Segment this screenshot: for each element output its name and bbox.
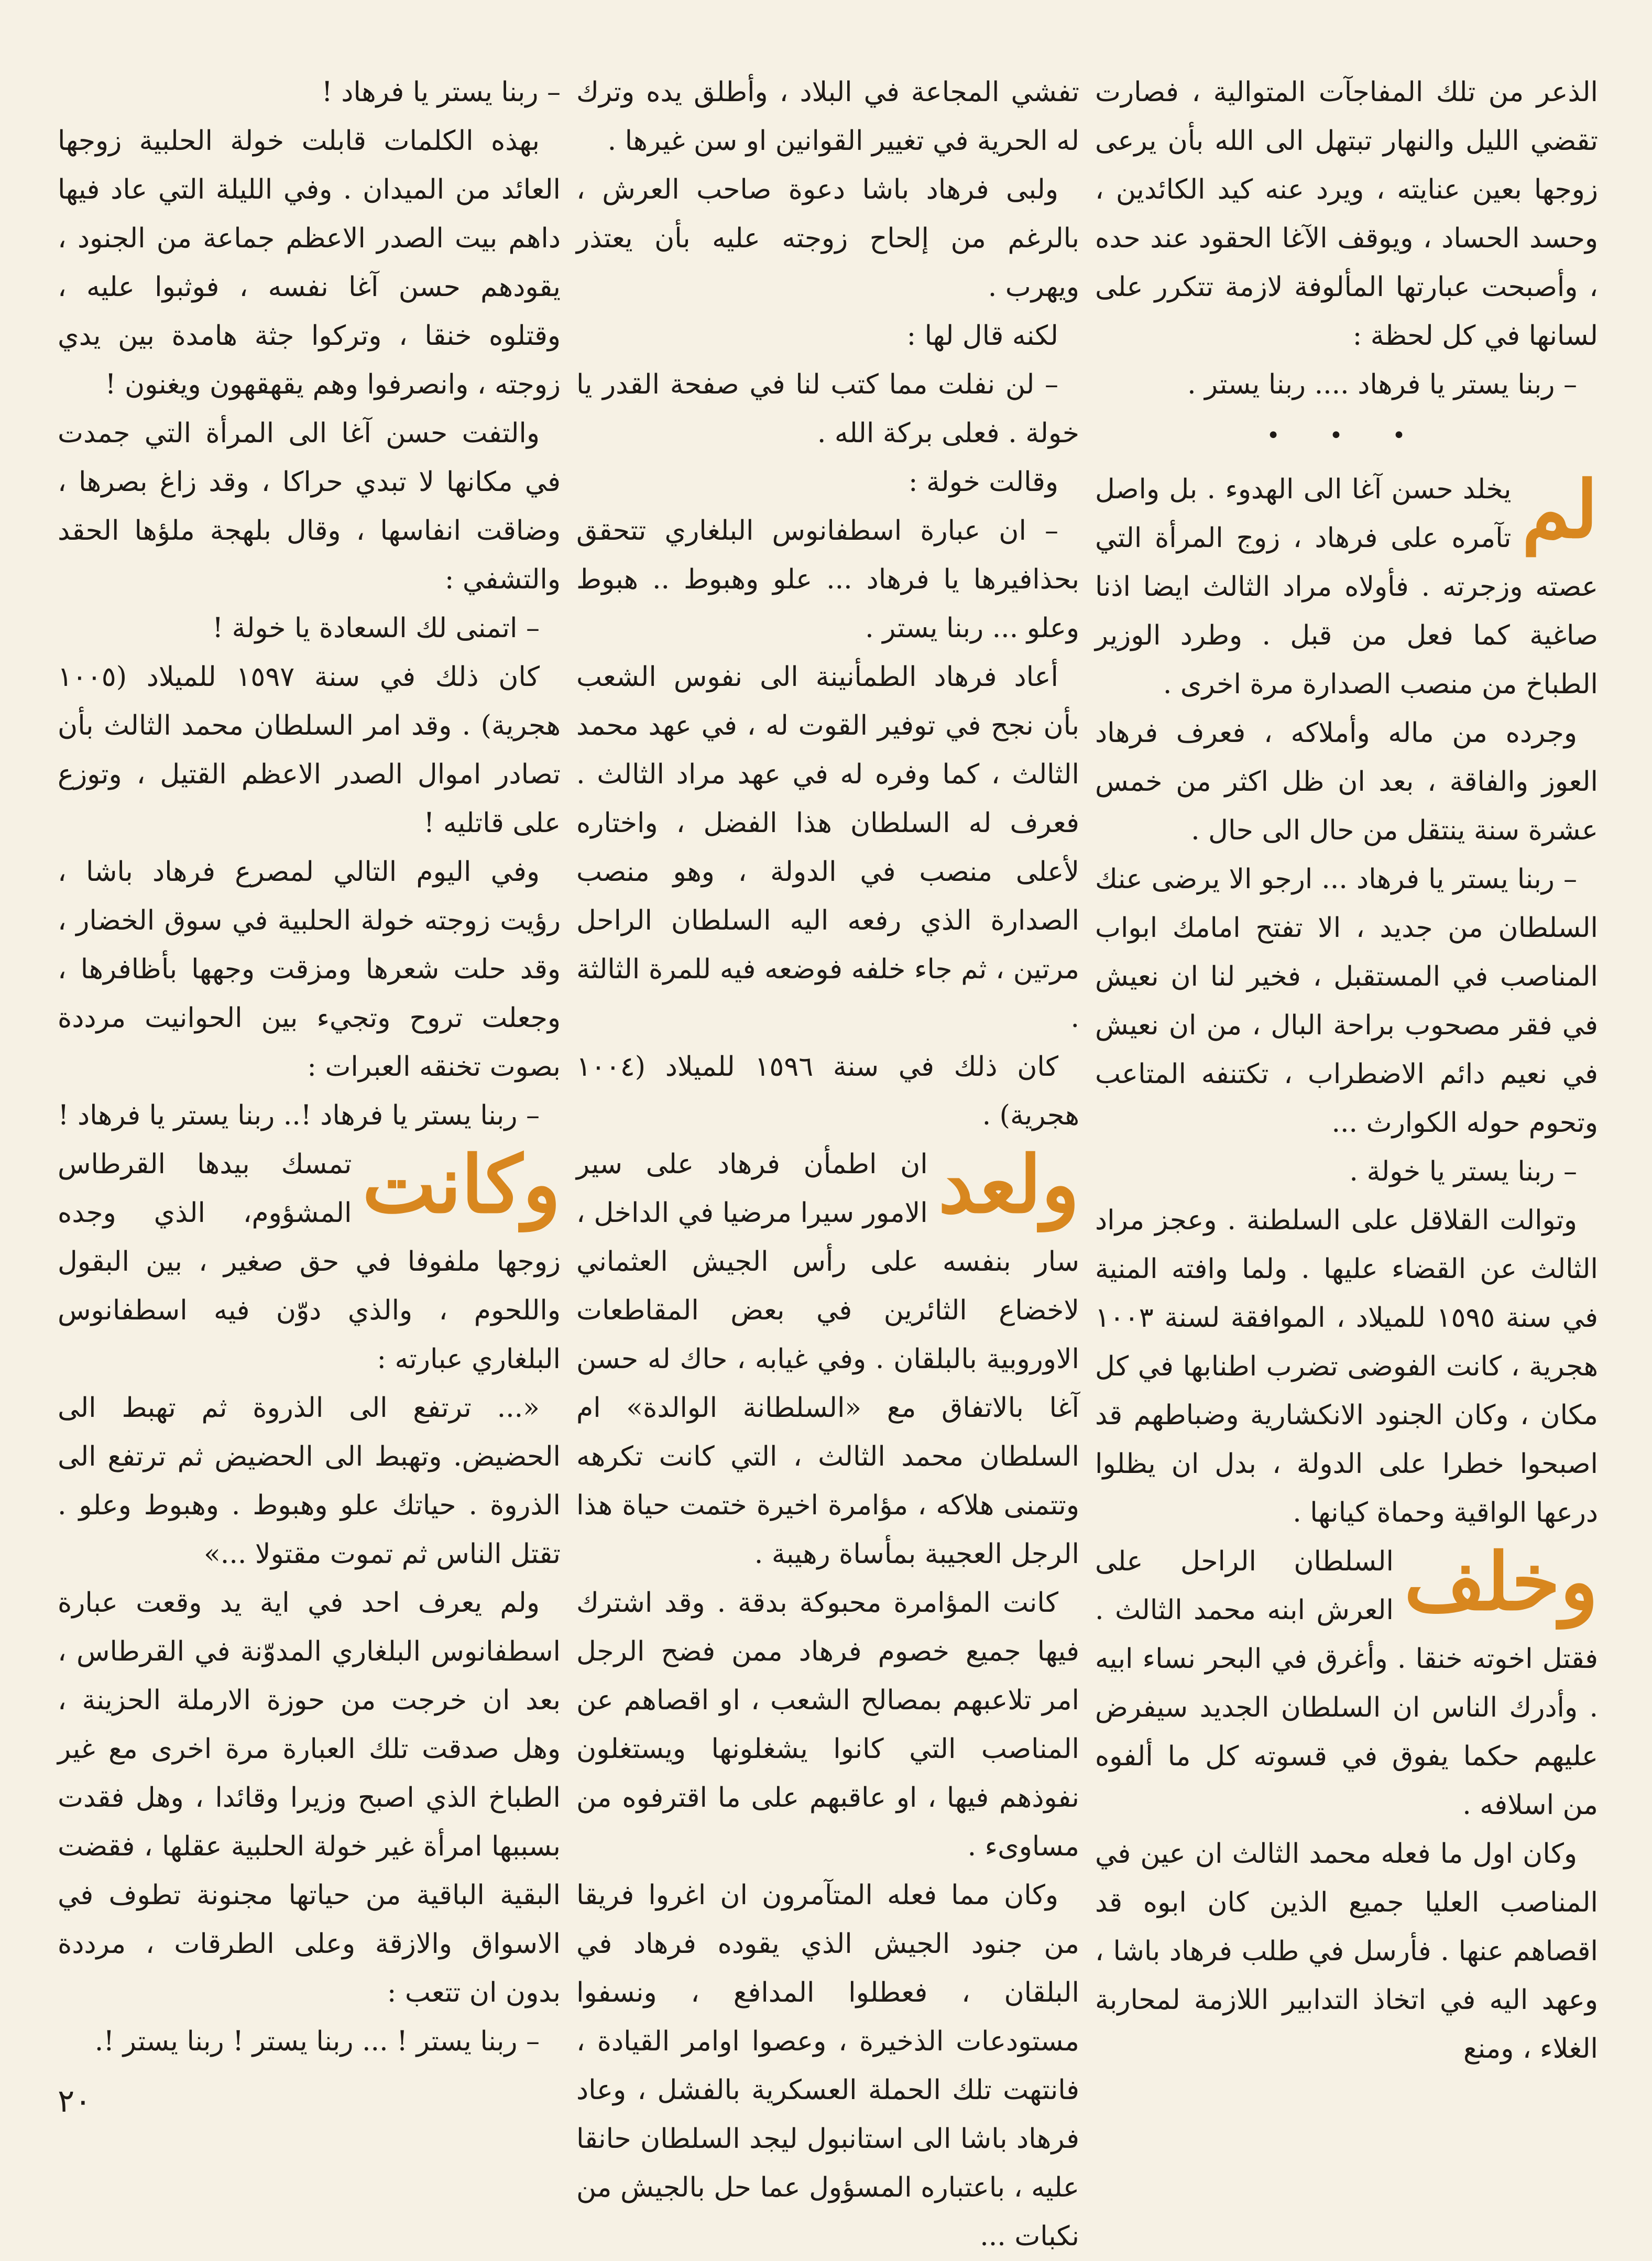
- drop-cap-word: لم: [1522, 464, 1598, 556]
- paragraph: السلطان الراحل على العرش ابنه محمد الثالث . فقتل اخوته خنقا . وأغرق في البحر نساء ابيه . وأدرك الناس ان السلطان الجديد سيفرض عليهم حكما يفوق في قسوته كل ما ألفوه من اسلافه .: [1095, 1546, 1598, 1821]
- paragraph: وجرده من ماله وأملاكه ، فعرف فرهاد العوز والفاقة ، بعد ان ظل اكثر من خمس عشرة سنة ينتقل من حال الى حال .: [1095, 717, 1598, 846]
- paragraph: – لن نفلت مما كتب لنا في صفحة القدر يا خولة . فعلى بركة الله .: [576, 369, 1079, 449]
- text-column-middle: [576, 68, 1079, 2252]
- text-column-right: [1095, 68, 1598, 2080]
- paragraph: ولبى فرهاد باشا دعوة صاحب العرش ، بالرغم من إلحاح زوجته عليه بأن يعتذر ويهرب .: [576, 174, 1079, 303]
- paragraph: – ان عبارة اسطفانوس البلغاري تتحقق بحذافيرها يا فرهاد ... علو وهبوط .. هبوط وعلو ... ربنا يستر .: [576, 515, 1079, 644]
- drop-cap-word: ولعد: [938, 1139, 1079, 1231]
- paragraph: أعاد فرهاد الطمأنينة الى نفوس الشعب بأن نجح في توفير القوت له ، في عهد محمد الثالث ، كما وفره له في عهد مراد الثالث . فعرف له السلطان هذا الفضل ، واختاره لأعلى منصب في الدولة ، وهو منصب الصدارة الذي رفعه اليه السلطان الراحل مرتين ، ثم جاء خلفه فوضعه فيه للمرة الثالثة .: [576, 661, 1079, 1034]
- drop-cap-word: وخلف: [1404, 1536, 1598, 1628]
- paragraph: – ربنا يستر يا خولة .: [1349, 1156, 1577, 1187]
- paragraph: تفشي المجاعة في البلاد ، وأطلق يده وترك له الحرية في تغيير القوانين او سن غيرها .: [576, 77, 1079, 157]
- paragraph: وكان اول ما فعله محمد الثالث ان عين في المناصب العليا جميع الذين كان ابوه قد اقصاهم عنها . فأرسل في طلب فرهاد باشا ، وعهد اليه في اتخاذ التدابير اللازمة لمحاربة الغلاء ، ومنع: [1095, 1838, 1598, 2065]
- paragraph: يخلد حسن آغا الى الهدوء . بل واصل تآمره على فرهاد ، زوج المرأة التي عصته وزجرته . فأولاه مراد الثالث ايضا اذنا صاغية كما فعل من قبل . وطرد الوزير الطباخ من منصب الصدارة مرة اخرى .: [1095, 474, 1598, 700]
- paragraph: لكنه قال لها :: [906, 320, 1058, 352]
- section-separator: • • •: [1266, 422, 1427, 449]
- drop-cap-word: وكانت: [362, 1139, 561, 1231]
- paragraph: – ربنا يستر يا فرهاد !: [321, 77, 561, 108]
- paragraph: بهذه الكلمات قابلت خولة الحلبية زوجها العائد من الميدان . وفي الليلة التي عاد فيها داهم بيت الصدر الاعظم جماعة من الجنود ، يقودهم حسن آغا نفسه ، فوثبوا عليه ، وقتلوه خنقا ، وتركوا جثة هامدة بين يدي زوجته ، وانصرفوا وهم يقهقهون ويغنون !: [58, 125, 561, 400]
- page-number: ٢٠: [58, 2083, 92, 2120]
- paragraph: – ربنا يستر يا فرهاد ... ارجو الا يرضى عنك السلطان من جديد ، الا تفتح امامك ابواب المناصب في المستقبل ، فخير لنا ان نعيش في فقر مصحوب براحة البال ، من ان نعيش في نعيم دائم الاضطراب ، تكتنفه المتاعب وتحوم حوله الكوارث ...: [1095, 864, 1599, 1139]
- text-column-left: [58, 68, 561, 2080]
- paragraph: وتوالت القلاقل على السلطنة . وعجز مراد الثالث عن القضاء عليها . ولما وافته المنية في سنة ١٥٩٥ للميلاد ، الموافقة لسنة ١٠٠٣ هجرية ، كانت الفوضى تضرب اطنابها في كل مكان ، وكان الجنود الانكشارية وضباطهم قد اصبحوا خطرا على الدولة ، بدل ان يظلوا درعها الواقية وحماة كيانها .: [1095, 1205, 1598, 1528]
- paragraph: تمسك بيدها القرطاس المشؤوم، الذي وجده زوجها ملفوفا في حق صغير ، بين البقول واللحوم ، والذي دوّن فيه اسطفانوس البلغاري عبارته :: [58, 1149, 561, 1375]
- paragraph: كان ذلك في سنة ١٥٩٧ للميلاد (١٠٠٥ هجرية) . وقد امر السلطان محمد الثالث بأن تصادر اموال الصدر الاعظم القتيل ، وتوزع على قاتليه !: [58, 661, 561, 839]
- paragraph: وكان مما فعله المتآمرون ان اغروا فريقا من جنود الجيش الذي يقوده فرهاد في البلقان ، فعطلوا المدافع ، ونسفوا مستودعات الذخيرة ، وعصوا اوامر القيادة ، فانتهت تلك الحملة العسكرية بالفشل ، وعاد فرهاد باشا الى استانبول ليجد السلطان حانقا عليه ، باعتباره المسؤول عما حل بالجيش من نكبات ...: [576, 1880, 1079, 2252]
- paragraph: – ربنا يستر يا فرهاد .... ربنا يستر .: [1187, 369, 1577, 400]
- paragraph: وقالت خولة :: [908, 466, 1058, 498]
- paragraph: ولم يعرف احد في اية يد وقعت عبارة اسطفانوس البلغاري المدوّنة في القرطاس ، بعد ان خرجت من حوزة الارملة الحزينة ، وهل صدقت تلك العبارة مرة اخرى مع غير الطباخ الذي اصبح وزيرا وقائدا ، وهل فقدت بسببها امرأة غير خولة الحلبية عقلها ، فقضت البقية الباقية من حياتها مجنونة تطوف في الاسواق والازقة وعلى الطرقات ، مرددة بدون ان تتعب :: [58, 1587, 561, 2008]
- paragraph: – ربنا يستر ! ... ربنا يستر ! ربنا يستر !.: [94, 2026, 540, 2057]
- paragraph: – ربنا يستر يا فرهاد !.. ربنا يستر يا فرهاد !: [58, 1100, 540, 1131]
- paragraph: كانت المؤامرة محبوكة بدقة . وقد اشترك فيها جميع خصوم فرهاد ممن فضح الرجل امر تلاعبهم بمصالح الشعب ، او اقصاهم عن المناصب التي كانوا يشغلونها ويستغلون نفوذهم فيها ، او عاقبهم على ما اقترفوه من مساوىء .: [576, 1587, 1079, 1862]
- paragraph: والتفت حسن آغا الى المرأة التي جمدت في مكانها لا تبدي حراكا ، وقد زاغ بصرها ، وضاقت انفاسها ، وقال بلهجة ملؤها الحقد والتشفي :: [58, 418, 561, 595]
- paragraph: الذعر من تلك المفاجآت المتوالية ، فصارت تقضي الليل والنهار تبتهل الى الله بأن يرعى زوجها بعين عنايته ، ويرد عنه كيد الكائدين ، وحسد الحساد ، ويوقف الآغا الحقود عند حده ، وأصبحت عبارتها المألوفة لازمة تتكرر على لسانها في كل لحظة :: [1095, 77, 1598, 352]
- paragraph: كان ذلك في سنة ١٥٩٦ للميلاد (١٠٠٤ هجرية) .: [576, 1051, 1079, 1131]
- paragraph: ان اطمأن فرهاد على سير الامور سيرا مرضيا في الداخل ، سار بنفسه على رأس الجيش العثماني لاخضاع الثائرين في بعض المقاطعات الاوروبية بالبلقان . وفي غيابه ، حاك له حسن آغا بالاتفاق مع «السلطانة الوالدة» ام السلطان محمد الثالث ، التي كانت تكرهه وتتمنى هلاكه ، مؤامرة اخيرة ختمت حياة هذا الرجل العجيبة بمأساة رهيبة .: [576, 1149, 1079, 1570]
- paragraph: – اتمنى لك السعادة يا خولة !: [212, 613, 540, 644]
- paragraph: وفي اليوم التالي لمصرع فرهاد باشا ، رؤيت زوجته خولة الحلبية في سوق الخضار ، وقد حلت شعرها ومزقت وجهها بأظافرها ، وجعلت تروح وتجيء بين الحوانيت مرددة بصوت تخنقه العبرات :: [58, 856, 561, 1083]
- paragraph: «... ترتفع الى الذروة ثم تهبط الى الحضيض. وتهبط الى الحضيض ثم ترتفع الى الذروة . حياتك علو وهبوط . وهبوط وعلو . تقتل الناس ثم تموت مقتولا ...»: [58, 1392, 561, 1570]
